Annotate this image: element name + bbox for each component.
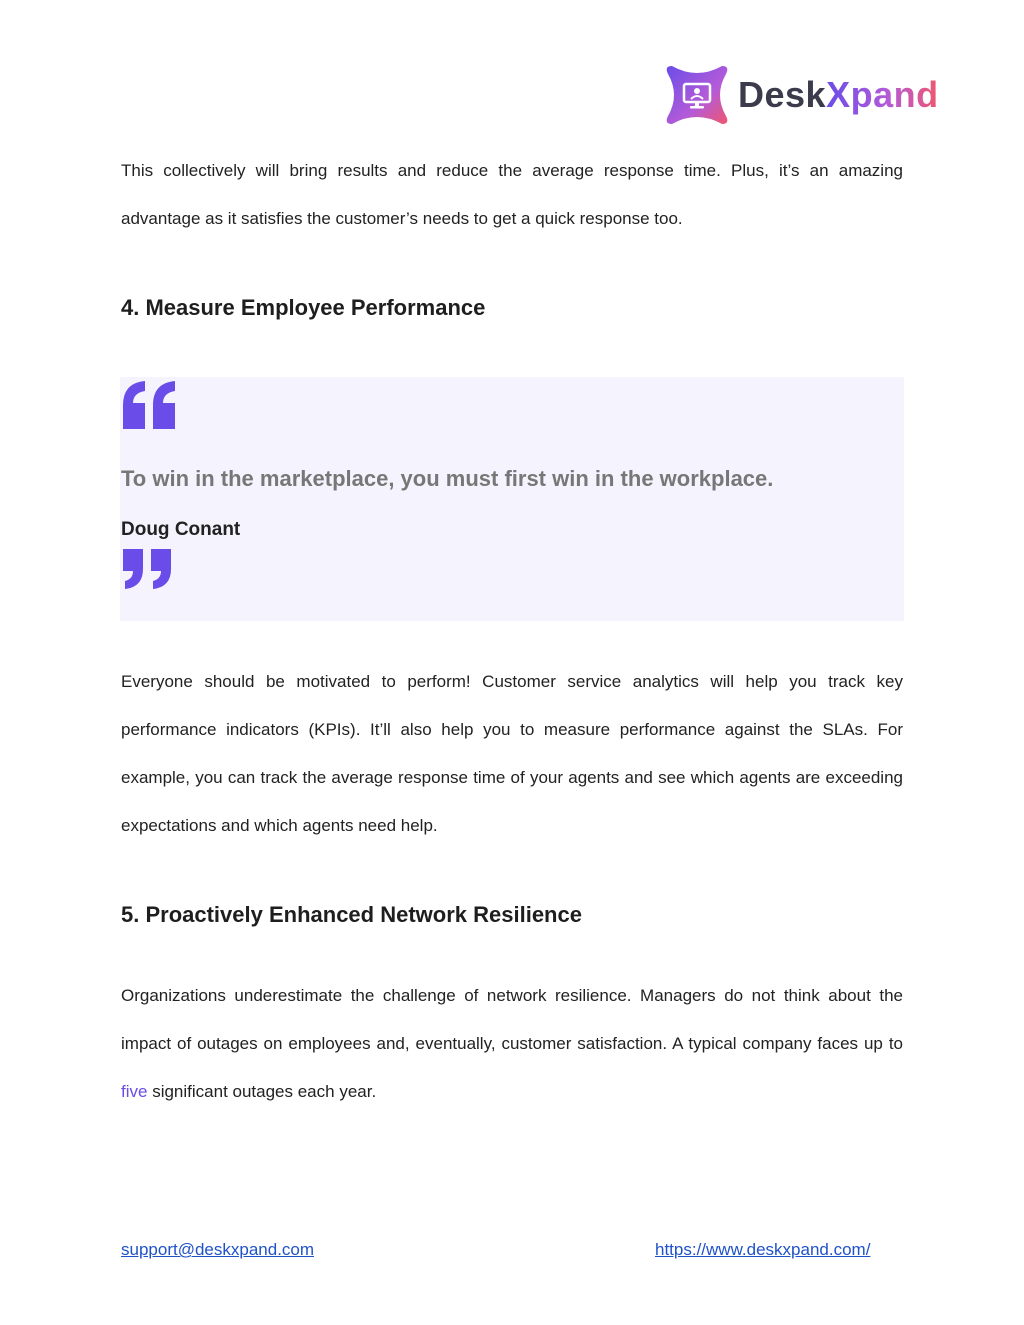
section5-paragraph xyxy=(121,972,903,1116)
quote-block xyxy=(120,377,904,621)
five-link[interactable]: five xyxy=(121,1082,148,1101)
section4-heading: 4. Measure Employee Performance xyxy=(121,295,486,320)
website-link[interactable]: https://www.deskxpand.com/ xyxy=(655,1240,871,1259)
brand-name xyxy=(738,74,939,115)
brand-name-part2: Xpand xyxy=(826,74,939,115)
intro-paragraph: This collectively will bring results and reduce the average response time. Plus, it’s an amazing advantage as it satisfies the customer’s needs to get a quick response too. xyxy=(121,161,903,228)
deskxpand-logo xyxy=(664,60,944,130)
section4-paragraph: Everyone should be motivated to perform! Customer service analytics will help you track key performance indicators (KPIs). It’ll also help you to measure performance against the SLAs. For example, you can track the average response time of your agents and see which agents are exceeding expectations and which agents need help. xyxy=(121,672,903,835)
section5-text-before: Organizations underestimate the challenge of network resilience. Managers do not think about the impact of outages on employees and, eventually, customer satisfaction. A typical company faces up to xyxy=(121,986,903,1053)
section5-heading: 5. Proactively Enhanced Network Resilience xyxy=(121,902,582,927)
quote-text: To win in the marketplace, you must first win in the workplace. xyxy=(121,466,774,491)
section5-text-after: significant outages each year. xyxy=(147,1082,377,1101)
quote-open-icon xyxy=(121,379,179,431)
quote-close-icon xyxy=(121,547,175,591)
support-email-link[interactable]: support@deskxpand.com xyxy=(121,1240,315,1259)
brand-name-part1: Desk xyxy=(738,74,827,115)
quote-author: Doug Conant xyxy=(121,519,241,540)
monitor-user-icon xyxy=(664,62,730,128)
